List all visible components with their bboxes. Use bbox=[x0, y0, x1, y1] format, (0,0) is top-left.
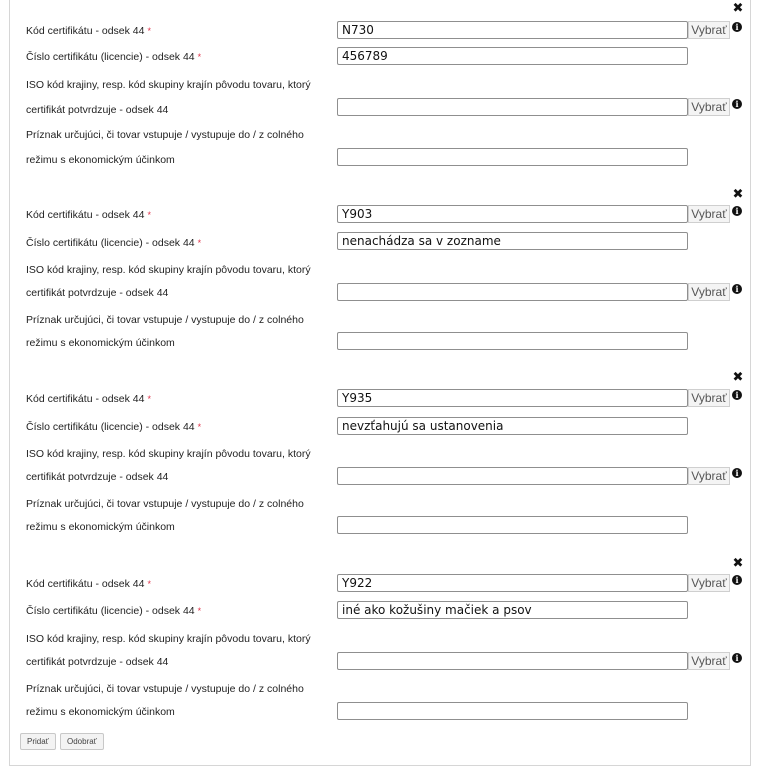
kod-input[interactable] bbox=[337, 205, 688, 223]
iso-label-line2: certifikát potvrdzuje - odsek 44 bbox=[26, 656, 169, 668]
select-button[interactable]: Vybrať bbox=[688, 652, 730, 670]
priznak-input[interactable] bbox=[337, 516, 688, 534]
certificate-block bbox=[0, 370, 757, 550]
iso-input[interactable] bbox=[337, 467, 688, 485]
info-icon[interactable]: i bbox=[732, 206, 742, 216]
iso-label-line1: ISO kód krajiny, resp. kód skupiny krajín pôvodu tovaru, ktorý bbox=[26, 448, 311, 460]
close-icon[interactable]: ✖ bbox=[732, 187, 744, 202]
iso-label-line2: certifikát potvrdzuje - odsek 44 bbox=[26, 471, 169, 483]
required-mark: * bbox=[197, 238, 202, 248]
info-icon[interactable]: i bbox=[732, 468, 742, 478]
iso-label-line2: certifikát potvrdzuje - odsek 44 bbox=[26, 287, 169, 299]
select-button[interactable]: Vybrať bbox=[688, 98, 730, 116]
cislo-input[interactable] bbox=[337, 601, 688, 619]
select-button[interactable]: Vybrať bbox=[688, 389, 730, 407]
priznak-label-line1: Príznak určujúci, či tovar vstupuje / vystupuje do / z colného bbox=[26, 314, 304, 326]
iso-input[interactable] bbox=[337, 652, 688, 670]
required-mark: * bbox=[197, 52, 202, 62]
close-icon[interactable]: ✖ bbox=[732, 370, 744, 385]
kod-input[interactable] bbox=[337, 574, 688, 592]
iso-label-line2: certifikát potvrdzuje - odsek 44 bbox=[26, 104, 169, 116]
required-mark: * bbox=[147, 579, 151, 589]
cislo-input[interactable] bbox=[337, 232, 688, 250]
select-button[interactable]: Vybrať bbox=[688, 21, 730, 39]
priznak-input[interactable] bbox=[337, 702, 688, 720]
priznak-label-line1: Príznak určujúci, či tovar vstupuje / vystupuje do / z colného bbox=[26, 129, 304, 141]
priznak-label-line2: režimu s ekonomickým účinkom bbox=[26, 521, 175, 533]
iso-label-line1: ISO kód krajiny, resp. kód skupiny krajín pôvodu tovaru, ktorý bbox=[26, 79, 311, 91]
required-mark: * bbox=[147, 394, 151, 404]
priznak-label-line1: Príznak určujúci, či tovar vstupuje / vystupuje do / z colného bbox=[26, 498, 304, 510]
cislo-label: Číslo certifikátu (licencie) - odsek 44 * bbox=[26, 605, 202, 617]
kod-label: Kód certifikátu - odsek 44 * bbox=[26, 393, 151, 405]
kod-input[interactable] bbox=[337, 389, 688, 407]
priznak-label-line2: režimu s ekonomickým účinkom bbox=[26, 154, 175, 166]
kod-label: Kód certifikátu - odsek 44 * bbox=[26, 25, 151, 37]
info-icon[interactable]: i bbox=[732, 653, 742, 663]
cislo-input[interactable] bbox=[337, 47, 688, 65]
priznak-label-line1: Príznak určujúci, či tovar vstupuje / vystupuje do / z colného bbox=[26, 683, 304, 695]
info-icon[interactable]: i bbox=[732, 575, 742, 585]
priznak-label-line2: režimu s ekonomickým účinkom bbox=[26, 337, 175, 349]
add-button[interactable]: Pridať bbox=[20, 733, 56, 750]
info-icon[interactable]: i bbox=[732, 390, 742, 400]
close-icon[interactable]: ✖ bbox=[732, 556, 744, 571]
required-mark: * bbox=[147, 210, 151, 220]
select-button[interactable]: Vybrať bbox=[688, 467, 730, 485]
iso-label-line1: ISO kód krajiny, resp. kód skupiny krajín pôvodu tovaru, ktorý bbox=[26, 633, 311, 645]
priznak-label-line2: režimu s ekonomickým účinkom bbox=[26, 706, 175, 718]
select-button[interactable]: Vybrať bbox=[688, 574, 730, 592]
info-icon[interactable]: i bbox=[732, 284, 742, 294]
certificate-block bbox=[0, 555, 757, 735]
info-icon[interactable]: i bbox=[732, 99, 742, 109]
select-button[interactable]: Vybrať bbox=[688, 283, 730, 301]
info-icon[interactable]: i bbox=[732, 22, 742, 32]
kod-input[interactable] bbox=[337, 21, 688, 39]
required-mark: * bbox=[197, 422, 202, 432]
close-icon[interactable]: ✖ bbox=[732, 1, 744, 16]
iso-label-line1: ISO kód krajiny, resp. kód skupiny krajín pôvodu tovaru, ktorý bbox=[26, 264, 311, 276]
priznak-input[interactable] bbox=[337, 148, 688, 166]
priznak-input[interactable] bbox=[337, 332, 688, 350]
iso-input[interactable] bbox=[337, 283, 688, 301]
select-button[interactable]: Vybrať bbox=[688, 205, 730, 223]
cislo-label: Číslo certifikátu (licencie) - odsek 44 * bbox=[26, 51, 202, 63]
remove-button[interactable]: Odobrať bbox=[60, 733, 104, 750]
cislo-label: Číslo certifikátu (licencie) - odsek 44 * bbox=[26, 421, 202, 433]
cislo-label: Číslo certifikátu (licencie) - odsek 44 * bbox=[26, 237, 202, 249]
kod-label: Kód certifikátu - odsek 44 * bbox=[26, 578, 151, 590]
required-mark: * bbox=[147, 26, 151, 36]
certificate-block bbox=[0, 0, 757, 180]
iso-input[interactable] bbox=[337, 98, 688, 116]
certificate-block bbox=[0, 186, 757, 366]
required-mark: * bbox=[197, 606, 202, 616]
cislo-input[interactable] bbox=[337, 417, 688, 435]
kod-label: Kód certifikátu - odsek 44 * bbox=[26, 209, 151, 221]
